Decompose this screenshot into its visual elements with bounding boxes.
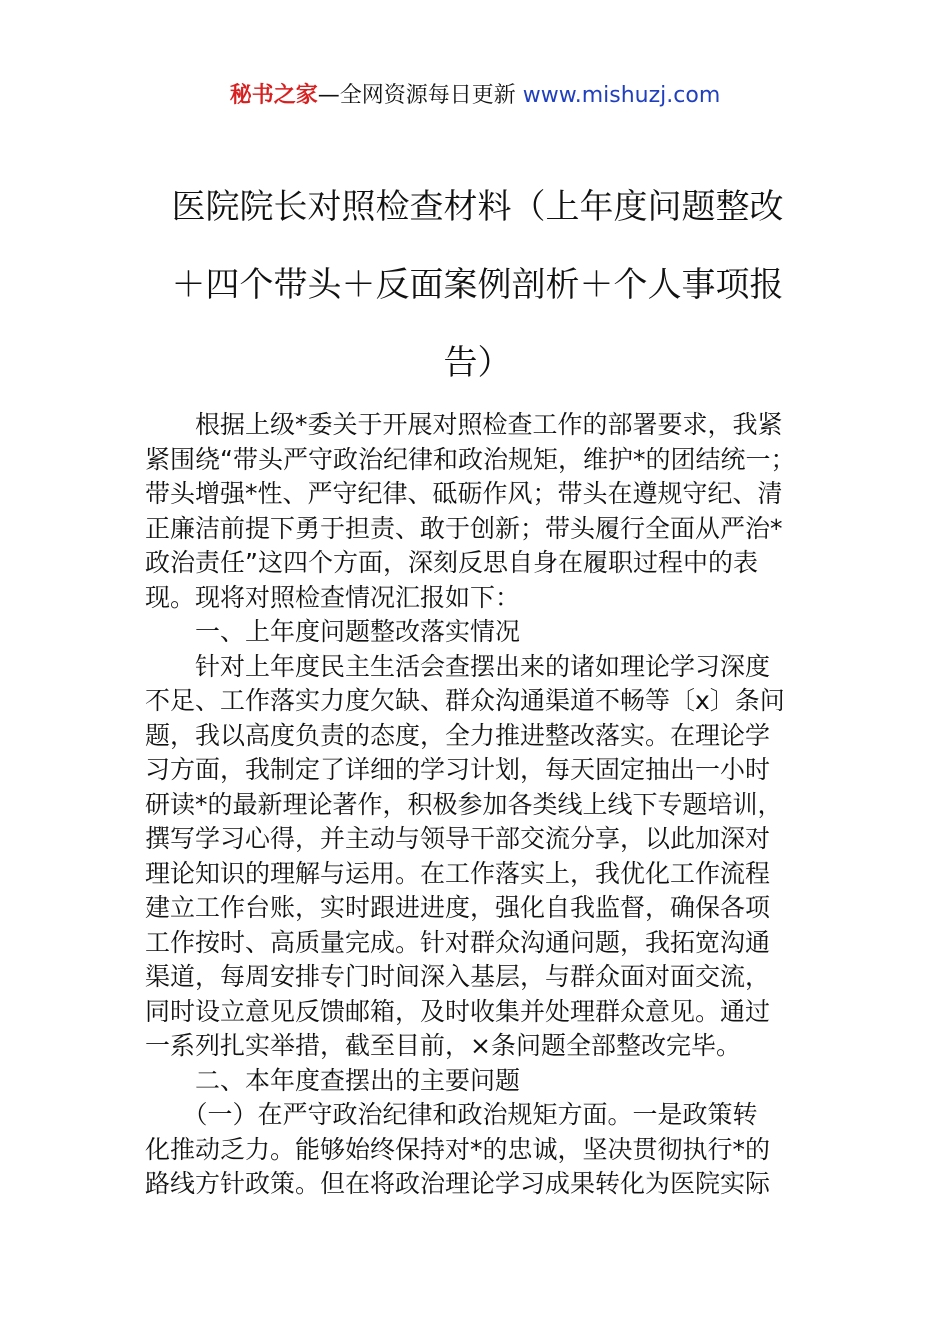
title-line: 告） <box>443 343 512 383</box>
section-heading: 二、本年度查摆出的主要问题 <box>145 1065 521 1095</box>
body-line: 一系列扎实举措，截至目前，×条问题全部整改完毕。 <box>145 1031 741 1060</box>
site-url-link[interactable]: www.mishuzj.com <box>522 83 721 108</box>
body-line: 政治责任”这四个方面，深刻反思自身在履职过程中的表 <box>145 548 758 577</box>
site-tagline: —全网资源每日更新 <box>317 83 516 108</box>
body-line: 路线方针政策。但在将政治理论学习成果转化为医院实际 <box>145 1169 771 1198</box>
body-line: 正廉洁前提下勇于担责、敢于创新；带头履行全面从严治* <box>145 513 783 543</box>
body-line: 同时设立意见反馈邮箱，及时收集并处理群众意见。通过 <box>145 996 771 1026</box>
body-line: （一）在严守政治纪律和政治规矩方面。一是政策转 <box>145 1100 758 1129</box>
body-line: 带头增强*性、严守纪律、砥砺作风；带头在遵规守纪、清 <box>145 479 783 508</box>
body-line: 现。现将对照检查情况汇报如下： <box>145 582 521 612</box>
body-line: 撰写学习心得，并主动与领导干部交流分享，以此加深对 <box>145 824 771 853</box>
body-line: 理论知识的理解与运用。在工作落实上，我优化工作流程 <box>145 858 771 888</box>
section-heading: 一、上年度问题整改落实情况 <box>145 617 521 646</box>
site-header <box>0 80 950 112</box>
body-line: 工作按时、高质量完成。针对群众沟通问题，我拓宽沟通 <box>145 927 771 957</box>
site-brand: 秘书之家 <box>229 83 318 108</box>
title-line: 医院院长对照检查材料（上年度问题整改 <box>171 187 784 227</box>
body-line: 渠道，每周安排专门时间深入基层，与群众面对面交流， <box>145 962 771 991</box>
body-line: 题，我以高度负责的态度，全力推进整改落实。在理论学 <box>145 720 771 750</box>
body-line: 习方面，我制定了详细的学习计划，每天固定抽出一小时 <box>145 755 771 784</box>
body-line: 研读*的最新理论著作，积极参加各类线上线下专题培训， <box>145 789 783 819</box>
body-line: 化推动乏力。能够始终保持对*的忠诚，坚决贯彻执行*的 <box>145 1134 771 1164</box>
body-line: 针对上年度民主生活会查摆出来的诸如理论学习深度 <box>145 651 771 681</box>
body-line: 紧围绕“带头严守政治纪律和政治规矩，维护*的团结统一； <box>145 444 796 474</box>
title-line: ＋四个带头＋反面案例剖析＋个人事项报 <box>171 265 784 305</box>
document-body <box>145 408 810 1202</box>
document-title <box>145 168 810 402</box>
body-line: 建立工作台账，实时跟进进度，强化自我监督，确保各项 <box>145 893 771 922</box>
body-line: 不足、工作落实力度欠缺、群众沟通渠道不畅等〔x〕条问 <box>145 686 785 715</box>
body-line: 根据上级*委关于开展对照检查工作的部署要求，我紧 <box>145 410 783 439</box>
